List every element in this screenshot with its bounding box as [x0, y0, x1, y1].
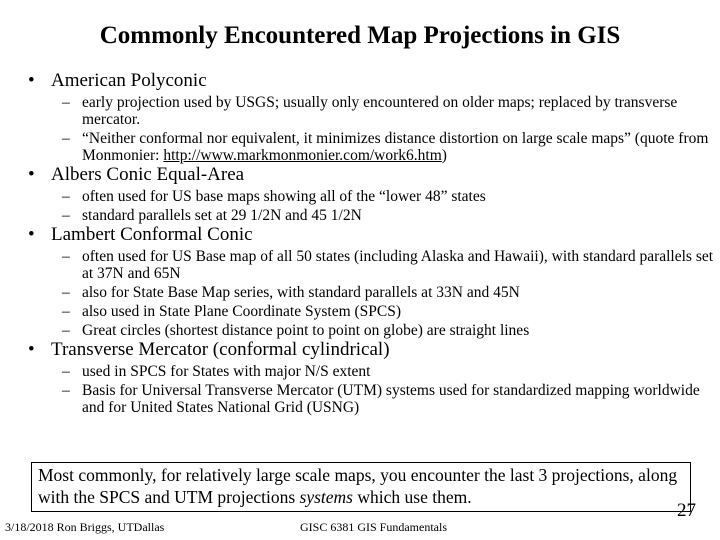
section-heading: American Polyconic — [51, 70, 207, 91]
bullet — [28, 164, 714, 186]
note-emphasis: systems — [299, 487, 353, 507]
monmonier-link[interactable]: http://www.markmonmonier.com/work6.htm — [163, 147, 442, 164]
sub-item-text: often used for US base maps showing all of the “lower 48” states — [82, 188, 486, 205]
section-heading: Albers Conic Equal-Area — [51, 164, 245, 185]
sub-item-text: often used for US Base map of all 50 states (including Alaska and Hawaii), with standard parallels set at 37N and 65N — [82, 248, 714, 282]
dash-icon: – — [62, 303, 70, 320]
footer-date-author: 3/18/2018 Ron Briggs, UTDallas — [5, 520, 165, 534]
sub-item-text: Great circles (shortest distance point to point on globe) are straight lines — [82, 322, 530, 339]
dash-icon: – — [62, 284, 70, 301]
sub-item — [62, 322, 714, 339]
bullet-icon: • — [28, 164, 35, 185]
sub-item — [62, 207, 714, 224]
bullet — [28, 339, 714, 361]
sub-list — [62, 363, 714, 416]
link-suffix: ) — [441, 147, 447, 164]
bullet-list — [28, 70, 714, 416]
sub-list — [62, 188, 714, 224]
sub-item — [62, 94, 714, 128]
dash-icon: – — [62, 130, 70, 147]
sub-item — [62, 248, 714, 282]
sub-item-text: also for State Base Map series, with standard parallels at 33N and 45N — [82, 284, 520, 301]
dash-icon: – — [62, 363, 70, 380]
section-albers-conic — [28, 164, 714, 224]
section-lambert-conformal-conic — [28, 224, 714, 339]
quote-text: “Neither conformal nor equivalent, it minimizes distance distortion on large scale maps” (quote from Monmonier: — [82, 130, 709, 164]
dash-icon: – — [62, 94, 70, 111]
sub-item — [62, 284, 714, 301]
dash-icon: – — [62, 382, 70, 399]
sub-item-text: also used in State Plane Coordinate System (SPCS) — [82, 303, 402, 320]
note-text-before: Most commonly, for relatively large scale maps, you encounter the last 3 projections, along with the SPCS and UTM projections — [38, 465, 678, 507]
section-heading: Transverse Mercator (conformal cylindrical) — [51, 339, 390, 360]
section-transverse-mercator — [28, 339, 714, 416]
dash-icon: – — [62, 248, 70, 265]
sub-item-text: standard parallels set at 29 1/2N and 45 1/2N — [82, 207, 362, 224]
footer-course: GISC 6381 GIS Fundamentals — [300, 520, 447, 534]
sub-list — [62, 248, 714, 339]
sub-item-text: Basis for Universal Transverse Mercator (UTM) systems used for standardized mapping worldwide and for United States National Grid (USNG) — [82, 382, 700, 416]
bullet-icon: • — [28, 70, 35, 91]
bullet-icon: • — [28, 224, 35, 245]
page-number: 27 — [677, 500, 696, 521]
bullet — [28, 70, 714, 92]
note-text-after: which use them. — [353, 487, 472, 507]
sub-item — [62, 303, 714, 320]
dash-icon: – — [62, 207, 70, 224]
bullet-icon: • — [28, 339, 35, 360]
dash-icon: – — [62, 188, 70, 205]
sub-item-text: used in SPCS for States with major N/S extent — [82, 363, 371, 380]
sub-item — [62, 130, 714, 164]
slide-title: Commonly Encountered Map Projections in GIS — [99, 22, 621, 49]
sub-item-text: early projection used by USGS; usually only encountered on older maps; replaced by transverse mercator. — [82, 94, 678, 128]
dash-icon: – — [62, 322, 70, 339]
bullet — [28, 224, 714, 246]
sub-item — [62, 188, 714, 205]
sub-item — [62, 363, 714, 380]
section-heading: Lambert Conformal Conic — [51, 224, 253, 245]
section-american-polyconic — [28, 70, 714, 164]
sub-item-text — [82, 130, 714, 164]
sub-list — [62, 94, 714, 164]
summary-note-box — [31, 462, 691, 512]
sub-item — [62, 382, 714, 416]
